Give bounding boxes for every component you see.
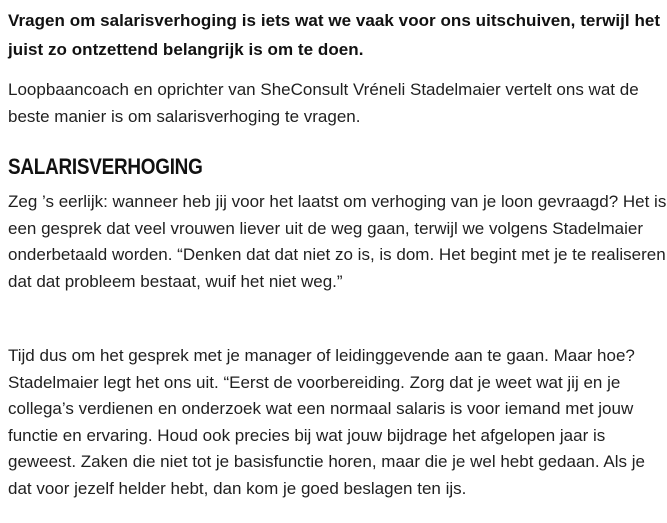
article-paragraph-2: Tijd dus om het gesprek met je manager of leidinggevende aan te gaan. Maar hoe? Stadelmaier legt het ons uit. “Eerst de voorbereiding. Zorg dat je weet wat jij en je collega’s verdienen en onderzoek wat een normaal salaris is voor iemand met jouw functie en ervaring. Houd ook precies bij wat jouw bijdrage het afgelopen jaar is geweest. Zaken die niet tot je basisfunctie horen, maar die je wel hebt gedaan. Als je dat voor jezelf helder hebt, dan kom je goed beslagen ten ijs. xyxy=(8,346,645,498)
section-heading: SALARISVERHOGING xyxy=(8,154,203,179)
article-intro: Vragen om salarisverhoging is iets wat we vaak voor ons uitschuiven, terwijl het juist zo ontzettend belangrijk is om te doen. xyxy=(8,11,661,59)
article-body xyxy=(8,0,667,502)
article-lead: Loopbaancoach en oprichter van SheConsult Vréneli Stadelmaier vertelt ons wat de beste manier is om salarisverhoging te vragen. xyxy=(8,80,639,126)
article-paragraph-1: Zeg ’s eerlijk: wanneer heb jij voor het laatst om verhoging van je loon gevraagd? Het is een gesprek dat veel vrouwen liever uit de weg gaan, terwijl we volgens Stadelmaier onderbetaald worden. “Denken dat dat niet zo is, is dom. Het begint met je te realiseren dat dat probleem bestaat, wuif het niet weg.” xyxy=(8,192,667,291)
